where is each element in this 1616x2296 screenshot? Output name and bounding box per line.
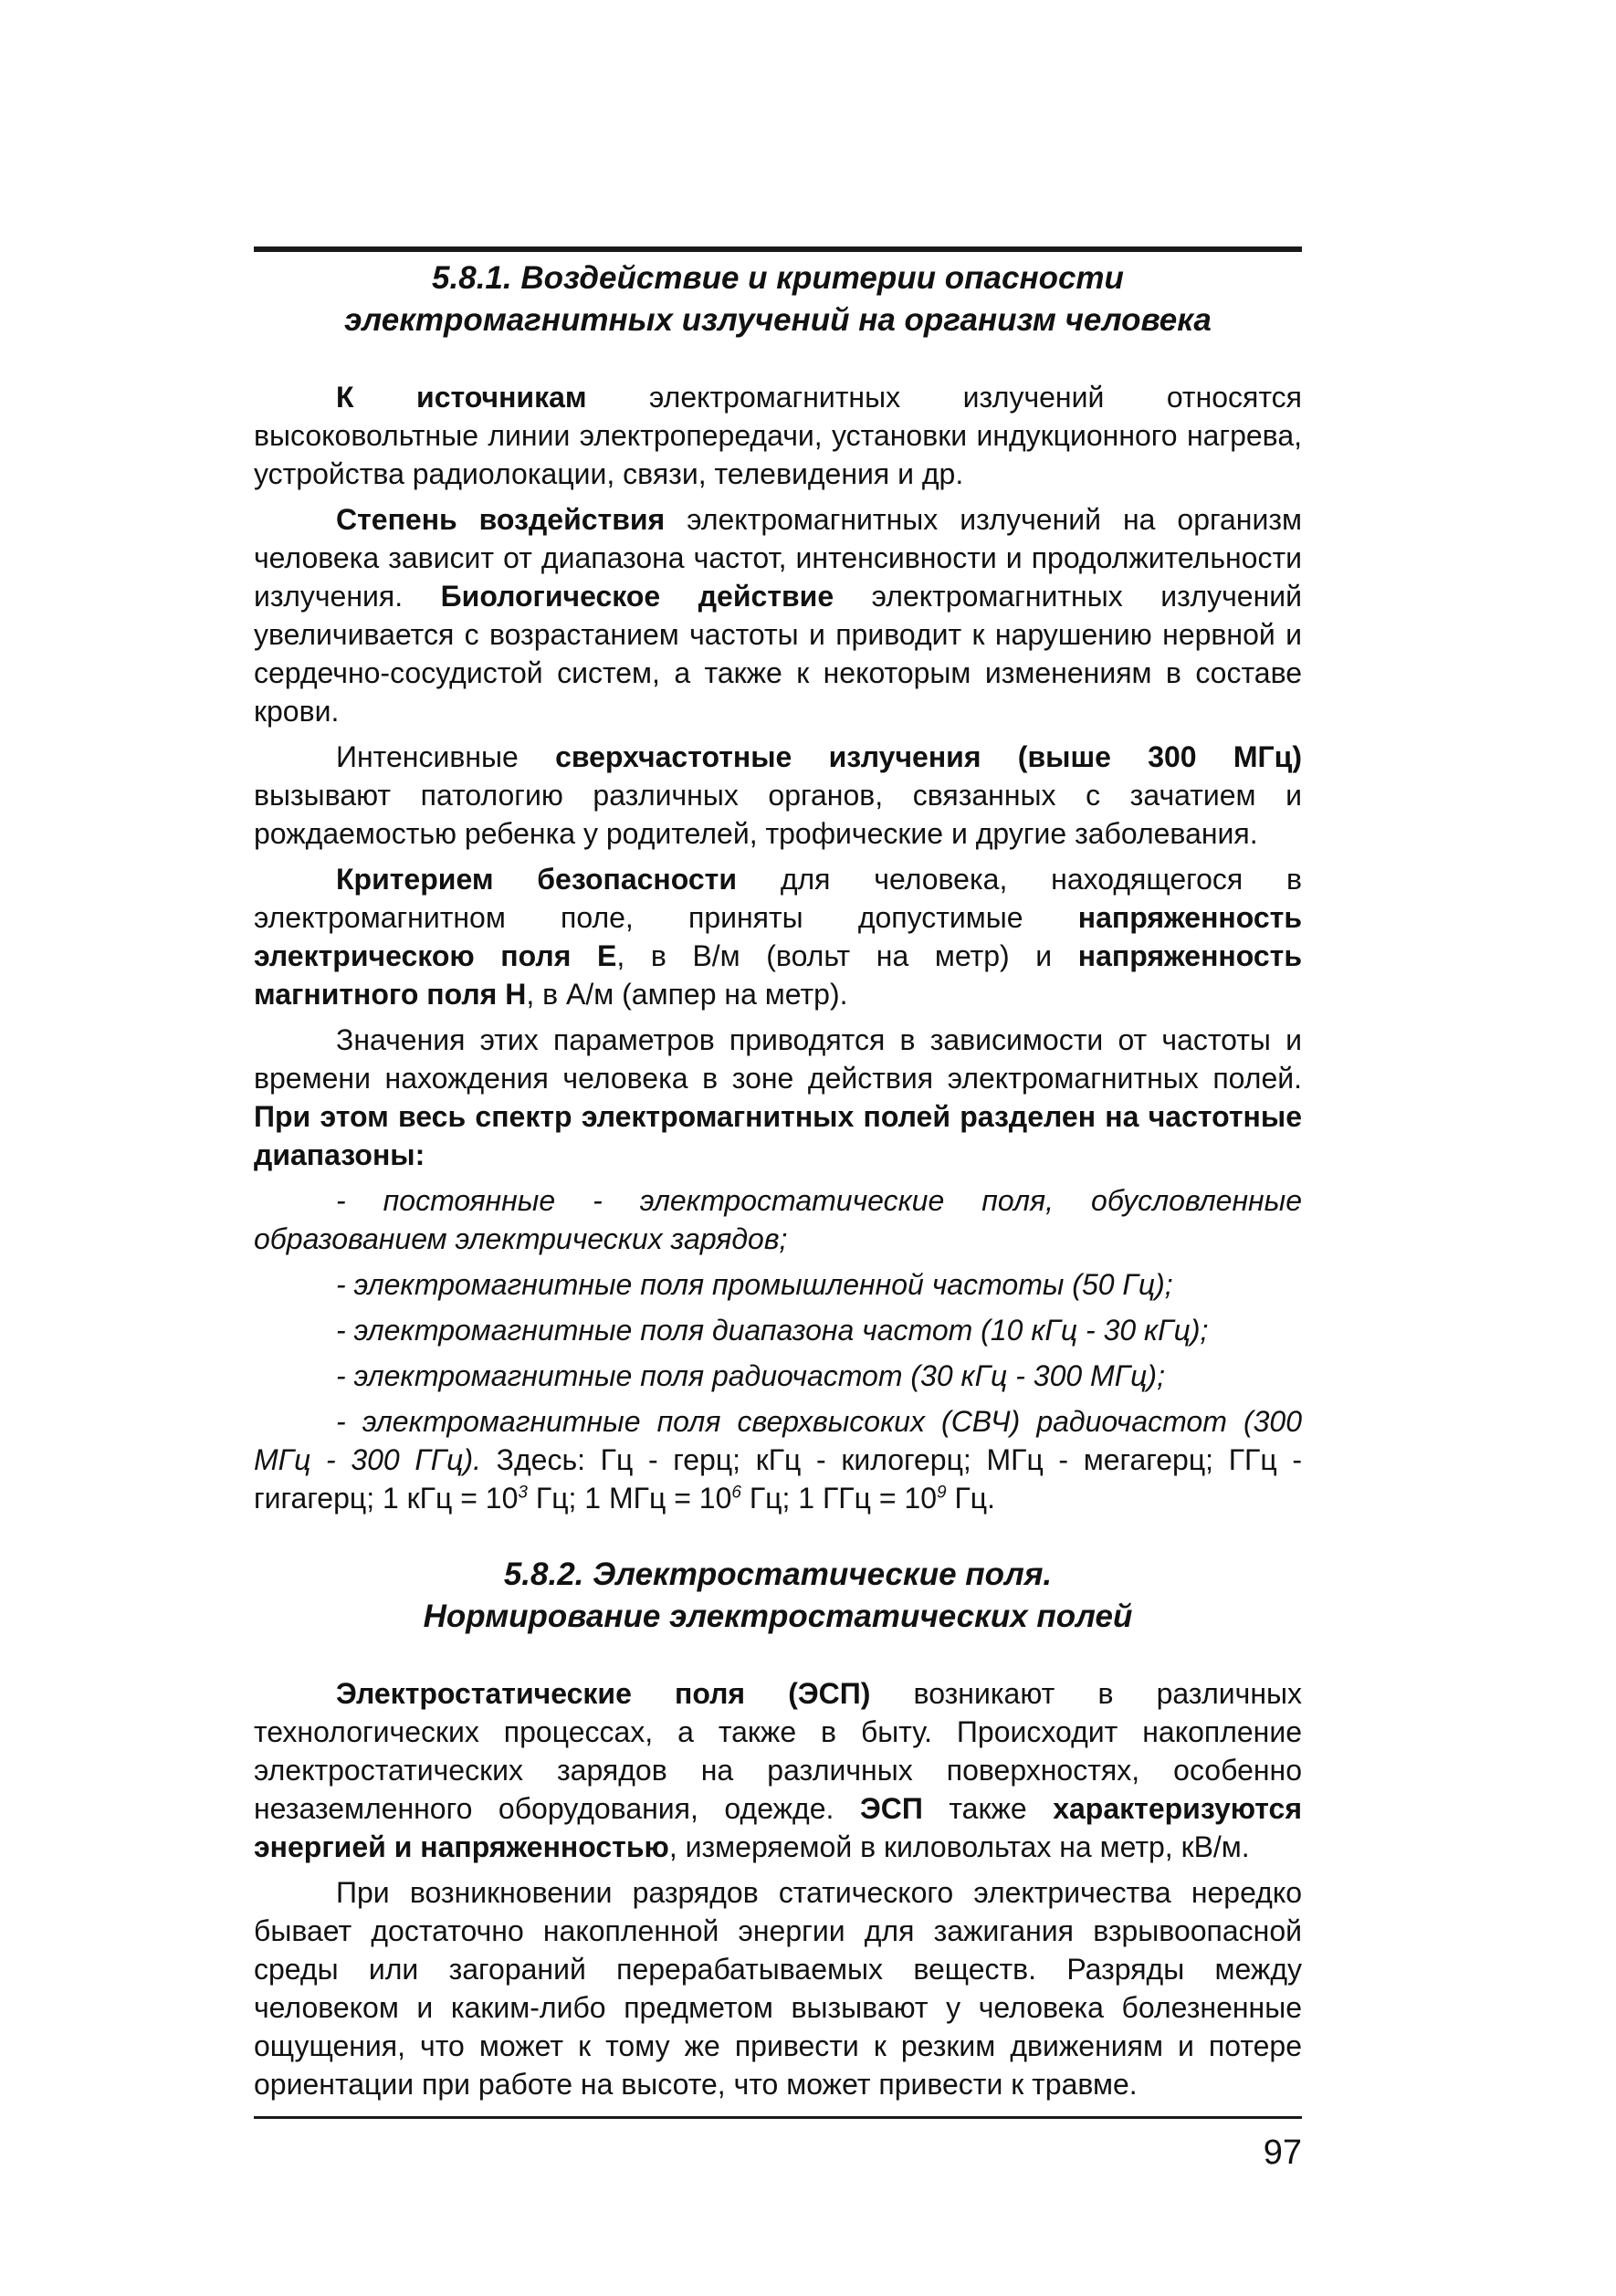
paragraph-text: вызывают патологию различных органов, связанных с зачатием и рождаемостью ребенка у родителей, трофические и другие заболевания. [254,779,1302,850]
term-electric-field: напряженность электрическою поля Е [254,901,1302,972]
paragraph-impact [254,500,1302,730]
term-degree: Степень воздействия [336,503,666,536]
section-heading-5-8-1 [254,257,1302,341]
paragraph-text: электромагнитных излучений на организм человека зависит от диапазона частот, интенсивности и продолжительности излучения. [254,503,1303,613]
term-energy-tension: характеризуются энергией и напряженностью [254,1792,1302,1863]
list-item: - электромагнитные поля промышленной частоты (50 Гц); [336,1268,1173,1301]
paragraph-text: Значения этих параметров приводятся в зависимости от частоты и времени нахождения человека в зоне действия электромагнитных полей. [254,1023,1302,1095]
term-sources: К источникам [336,381,587,414]
term-safety-criterion: Критерием безопасности [336,863,738,896]
units-note: Здесь: Гц - герц; кГц - килогерц; МГц - мегагерц; ГГц - гигагерц; 1 кГц = 10 [254,1443,1303,1515]
paragraph-text: Интенсивные [336,740,556,773]
exponent: 9 [937,1483,947,1503]
paragraph-text: , в А/м (ампер на метр). [526,978,848,1011]
paragraph-text: , в В/м (вольт на метр) и [616,939,1078,972]
list-item [254,1402,1302,1517]
term-esp: ЭСП [859,1792,923,1825]
heading-line-1: 5.8.2. Электростатические поля. [503,1557,1053,1592]
term-biological-action: Биологическое действие [440,580,834,613]
units-note: Гц; 1 ГГц = 10 [740,1482,937,1515]
paragraph-text: , измеряемой в киловольтах на метр, кВ/м. [668,1830,1250,1863]
list-item: - электромагнитные поля диапазона частот (10 кГц - 30 кГц); [336,1314,1209,1347]
term-microwave: сверхчастотные излучения (выше 300 МГц) [555,740,1302,773]
list-item: - электромагнитные поля радиочастот (30 кГц - 300 МГц); [336,1359,1165,1392]
list-item: - постоянные - электростатические поля, обусловленные образованием электрических зарядов; [254,1184,1302,1255]
units-note: Гц; 1 МГц = 10 [527,1482,732,1515]
term-magnetic-field: напряженность магнитного поля Н [254,939,1303,1011]
section-heading-5-8-2 [254,1554,1302,1638]
paragraph-electrostatic [254,1674,1302,1866]
page-content [254,257,1302,2111]
bottom-rule [254,2116,1302,2119]
list-item-text: - электромагнитные поля сверхвысоких (СВЧ) радиочастот (300 МГц - 300 ГГц). [254,1405,1302,1476]
heading-line-1: 5.8.1. Воздействие и критерии опасности [432,260,1124,296]
exponent: 3 [518,1483,528,1503]
paragraph-text: для человека, находящегося в электромагнитном поле, приняты допустимые [254,863,1302,934]
paragraph-discharges: При возникновении разрядов статического электричества нередко бывает достаточно накопленной энергии для зажигания взрывоопасной среды или загораний перерабатываемых веществ. Разряды между человеком и каким-либо предметом вызывают у человека болезненные ощущения, что может к тому же привести к резким движениям и потере ориентации при работе на высоте, что может привести к травме. [254,1876,1302,2101]
top-rule [254,246,1302,252]
paragraph-text: электромагнитных излучений относятся высоковольтные линии электропередачи, установки индукционного нагрева, устройства радиолокации, связи, телевидения и др. [254,381,1303,490]
heading-line-2: электромагнитных излучений на организм человека [344,302,1212,338]
units-note: Гц. [946,1482,996,1515]
paragraph-microwave [254,738,1302,853]
paragraph-text: электромагнитных излучений увеличивается с возрастанием частоты и приводит к нарушению нервной и сердечно-сосудистой систем, а также к некоторым изменениям в составе крови. [254,580,1303,728]
term-electrostatic-fields: Электростатические поля (ЭСП) [336,1677,871,1710]
exponent: 6 [731,1483,741,1503]
paragraph-sources [254,378,1302,493]
term-spectrum: При этом весь спектр электромагнитных полей разделен на частотные диапазоны: [254,1100,1302,1171]
paragraph-ranges [254,1021,1302,1174]
paragraph-text: также [922,1792,1054,1825]
paragraph-criteria [254,860,1302,1013]
heading-line-2: Нормирование электростатических полей [423,1599,1133,1634]
page-number: 97 [1263,2133,1302,2172]
paragraph-text: возникают в различных технологических процессах, а также в быту. Происходит накопление электростатических зарядов на различных поверхностях, особенно незаземленного оборудования, одежде. [254,1677,1303,1825]
